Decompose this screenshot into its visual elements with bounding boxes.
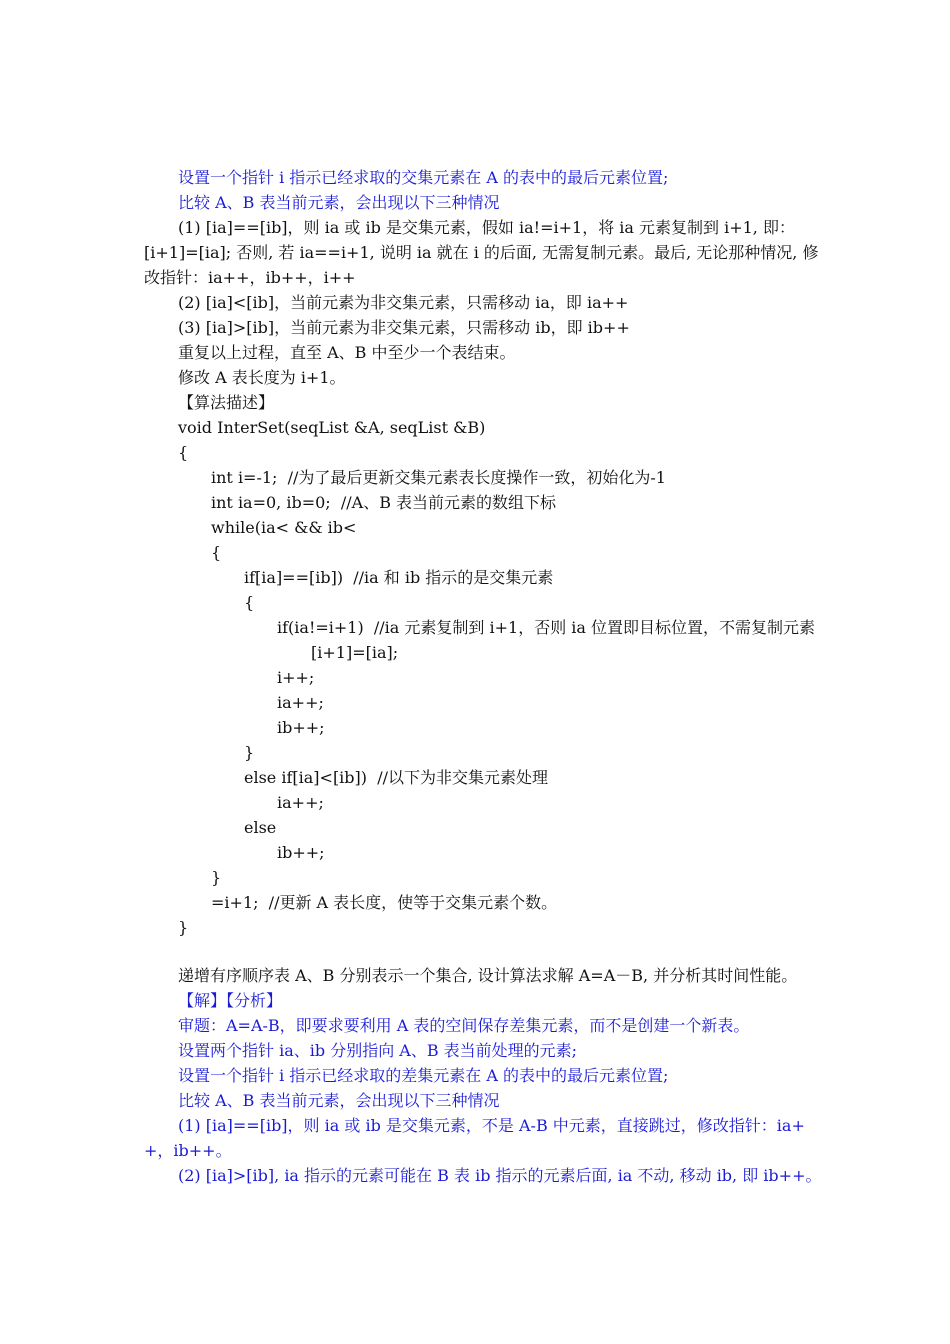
code-line: if[ia]==[ib]) //ia 和 ib 指示的是交集元素 bbox=[244, 568, 554, 587]
code-line: { bbox=[211, 543, 222, 562]
text-line: 审题：A=A-B，即要求要利用 A 表的空间保存差集元素，而不是创建一个新表。 bbox=[178, 1016, 750, 1035]
code-line: if(ia!=i+1) //ia 元素复制到 i+1，否则 ia 位置即目标位置，不需复制元素 bbox=[277, 618, 816, 637]
text-line: 设置一个指针 i 指示已经求取的差集元素在 A 的表中的最后元素位置; bbox=[178, 1066, 669, 1085]
code-line: } bbox=[244, 743, 255, 762]
code-line: [i+1]=[ia]; bbox=[311, 643, 399, 662]
text-line: (2) [ia]<[ib]，当前元素为非交集元素，只需移动 ia，即 ia++ bbox=[178, 293, 629, 312]
text-line: 改指针：ia++，ib++，i++ bbox=[144, 268, 356, 287]
text-line: 重复以上过程，直至 A、B 中至少一个表结束。 bbox=[178, 343, 516, 362]
code-line: while(ia< && ib< bbox=[211, 518, 357, 537]
code-line: int i=-1; //为了最后更新交集元素表长度操作一致，初始化为-1 bbox=[211, 468, 666, 487]
text-line: 比较 A、B 表当前元素，会出现以下三种情况 bbox=[178, 193, 500, 212]
code-line: ib++; bbox=[277, 843, 325, 862]
code-line: ib++; bbox=[277, 718, 325, 737]
text-line: (1) [ia]==[ib]，则 ia 或 ib 是交集元素，不是 A-B 中元素，直接跳过，修改指针：ia+ bbox=[178, 1116, 805, 1135]
question-text: 递增有序顺序表 A、B 分别表示一个集合, 设计算法求解 A=A－B, 并分析其时间性能。 bbox=[178, 966, 798, 985]
text-line: 设置两个指针 ia、ib 分别指向 A、B 表当前处理的元素; bbox=[178, 1041, 578, 1060]
text-line: (2) [ia]>[ib], ia 指示的元素可能在 B 表 ib 指示的元素后面, ia 不动, 移动 ib, 即 ib++。 bbox=[178, 1166, 822, 1185]
code-line: =i+1; //更新 A 表长度，使等于交集元素个数。 bbox=[211, 893, 558, 912]
code-line: } bbox=[211, 868, 222, 887]
text-line: 比较 A、B 表当前元素，会出现以下三种情况 bbox=[178, 1091, 500, 1110]
section-heading: 【算法描述】 bbox=[178, 393, 275, 412]
text-line: +，ib++。 bbox=[144, 1141, 232, 1160]
code-line: i++; bbox=[277, 668, 315, 687]
text-line: (3) [ia]>[ib]，当前元素为非交集元素，只需移动 ib，即 ib++ bbox=[178, 318, 630, 337]
code-line: else bbox=[244, 818, 277, 837]
code-line: else if[ia]<[ib]) //以下为非交集元素处理 bbox=[244, 768, 548, 787]
code-line: void InterSet(seqList &A, seqList &B) bbox=[178, 418, 486, 437]
text-line: 修改 A 表长度为 i+1。 bbox=[178, 368, 346, 387]
text-line: (1) [ia]==[ib]，则 ia 或 ib 是交集元素，假如 ia!=i+1，将 ia 元素复制到 i+1, 即： bbox=[178, 218, 795, 237]
code-line: ia++; bbox=[277, 793, 324, 812]
code-line: int ia=0, ib=0; //A、B 表当前元素的数组下标 bbox=[211, 493, 557, 512]
text-line: 设置一个指针 i 指示已经求取的交集元素在 A 的表中的最后元素位置; bbox=[178, 168, 669, 187]
answer-heading: 【解】【分析】 bbox=[178, 991, 283, 1010]
text-line: [i+1]=[ia]; 否则, 若 ia==i+1, 说明 ia 就在 i 的后面, 无需复制元素。最后, 无论那种情况, 修 bbox=[144, 243, 819, 262]
code-line: } bbox=[178, 918, 189, 937]
code-line: { bbox=[178, 443, 189, 462]
code-line: { bbox=[244, 593, 255, 612]
code-line: ia++; bbox=[277, 693, 324, 712]
